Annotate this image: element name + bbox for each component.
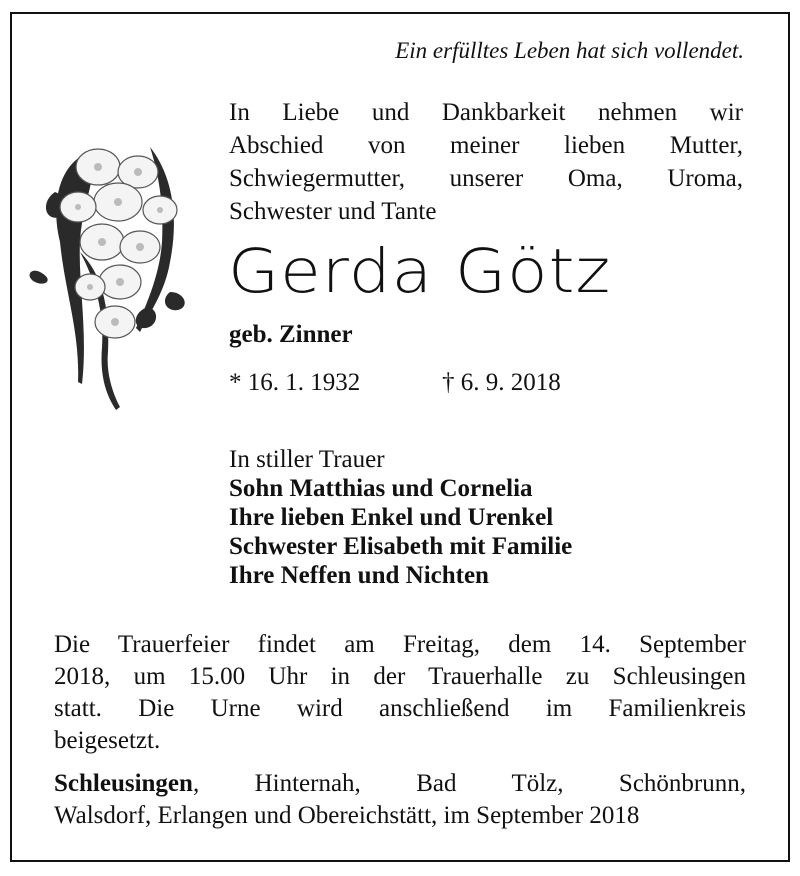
life-dates xyxy=(229,369,561,397)
mourning-section xyxy=(229,445,572,590)
service-line: statt. Die Urne wird anschließend im Familienkreis xyxy=(54,695,746,722)
funeral-service-text xyxy=(54,629,746,757)
main-place: Schleusingen xyxy=(54,770,193,797)
born-name: geb. Zinner xyxy=(229,321,353,348)
mourner: Sohn Matthias und Cornelia xyxy=(229,475,533,502)
intro-text xyxy=(229,96,743,228)
intro-line: Abschied von meiner lieben Mutter, xyxy=(229,132,743,159)
service-line: beigesetzt. xyxy=(54,727,161,754)
service-line: 2018, um 15.00 Uhr in der Trauerhalle zu Schleusingen xyxy=(54,663,746,690)
mourners-list xyxy=(229,474,572,590)
mourner: Schwester Elisabeth mit Familie xyxy=(229,533,573,560)
motto: Ein erfülltes Leben hat sich vollendet. xyxy=(395,38,744,63)
places-line: Walsdorf, Erlangen und Obereichstätt, im September 2018 xyxy=(54,802,640,829)
places-and-date xyxy=(54,768,746,832)
death-date: † 6. 9. 2018 xyxy=(442,369,561,396)
mourner: Ihre lieben Enkel und Urenkel xyxy=(229,504,554,531)
intro-line: Schwester und Tante xyxy=(229,198,437,225)
mourning-heading: In stiller Trauer xyxy=(229,446,385,473)
places-rest: , Hinternah, Bad Tölz, Schönbrunn, xyxy=(192,770,746,797)
flower-bouquet-image xyxy=(20,132,195,417)
service-line: Die Trauerfeier findet am Freitag, dem 14. September xyxy=(54,631,746,658)
deceased-name: Gerda Götz xyxy=(228,236,612,307)
intro-line: In Liebe und Dankbarkeit nehmen wir xyxy=(229,99,743,126)
intro-line: Schwiegermutter, unserer Oma, Uroma, xyxy=(229,165,743,192)
places-line xyxy=(54,768,746,800)
mourner: Ihre Neffen und Nichten xyxy=(229,562,489,589)
birth-date: * 16. 1. 1932 xyxy=(229,369,361,396)
